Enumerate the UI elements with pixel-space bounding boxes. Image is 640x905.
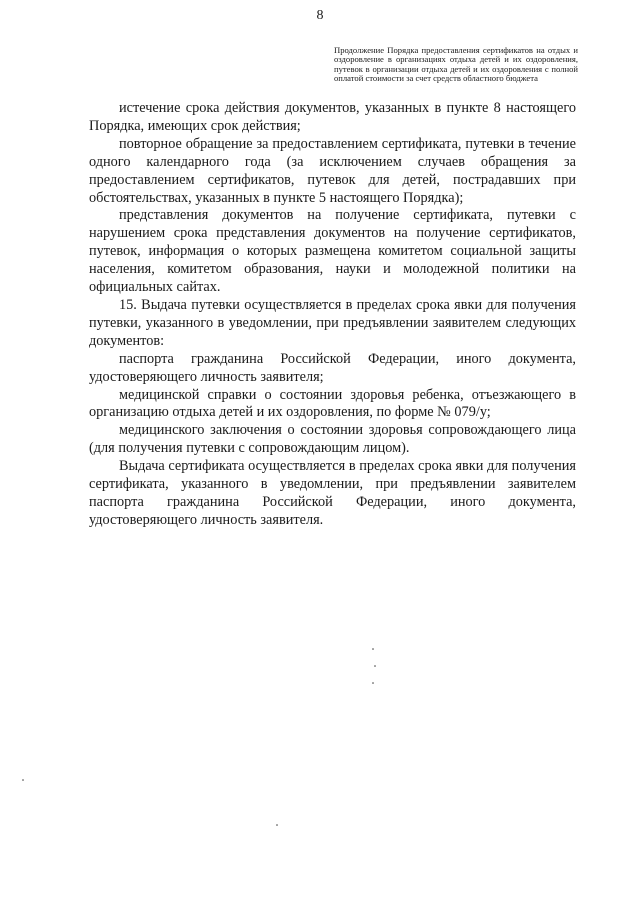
header-note: Продолжение Порядка предоставления сертификатов на отдых и оздоровление в организациях отдыха детей и их оздоровления, путевок в организации отдыха детей и их оздоровления с полной оплатой стоимости за счет средств областного бюджета bbox=[334, 45, 578, 84]
scan-speck bbox=[372, 682, 374, 684]
paragraph-certificate-issue: Выдача сертификата осуществляется в пределах срока явки для получения сертификата, указанного в уведомлении, при предъявлении заявителем паспорта гражданина Российской Федерации, иного документа, удостоверяющего личность заявителя. bbox=[89, 458, 576, 528]
scan-speck bbox=[374, 665, 376, 667]
paragraph-medical-conclusion: медицинского заключения о состоянии здоровья сопровождающего лица (для получения путевки с сопровождающим лицом). bbox=[89, 422, 576, 457]
scan-speck bbox=[22, 779, 24, 781]
document-body bbox=[89, 100, 576, 530]
page-number: 8 bbox=[316, 8, 324, 23]
scan-speck bbox=[372, 648, 374, 650]
paragraph-repeat-request: повторное обращение за предоставлением сертификата, путевки в течение одного календарного года (за исключением случаев обращения за предоставлением сертификатов, путевок для детей, пострадавших при обстоятельствах, указанных в пункте 5 настоящего Порядка); bbox=[89, 135, 576, 206]
paragraph-expired-documents: истечение срока действия документов, указанных в пункте 8 настоящего Порядка, имеющих срок действия; bbox=[89, 100, 576, 134]
paragraph-passport: паспорта гражданина Российской Федерации, иного документа, удостоверяющего личность заявителя; bbox=[89, 350, 576, 385]
paragraph-late-submission: представления документов на получение сертификата, путевки с нарушением срока представления документов на получение сертификатов, путевок, информация о которых размещена комитетом социальной защиты населения, комитетом образования, науки и молодежной политики на официальных сайтах. bbox=[89, 207, 576, 296]
scan-speck bbox=[276, 824, 278, 826]
paragraph-medical-certificate: медицинской справки о состоянии здоровья ребенка, отъезжающего в организацию отдыха детей и их оздоровления, по форме № 079/у; bbox=[89, 386, 576, 421]
paragraph-clause-15: 15. Выдача путевки осуществляется в пределах срока явки для получения путевки, указанного в уведомлении, при предъявлении заявителем следующих документов: bbox=[89, 296, 576, 349]
